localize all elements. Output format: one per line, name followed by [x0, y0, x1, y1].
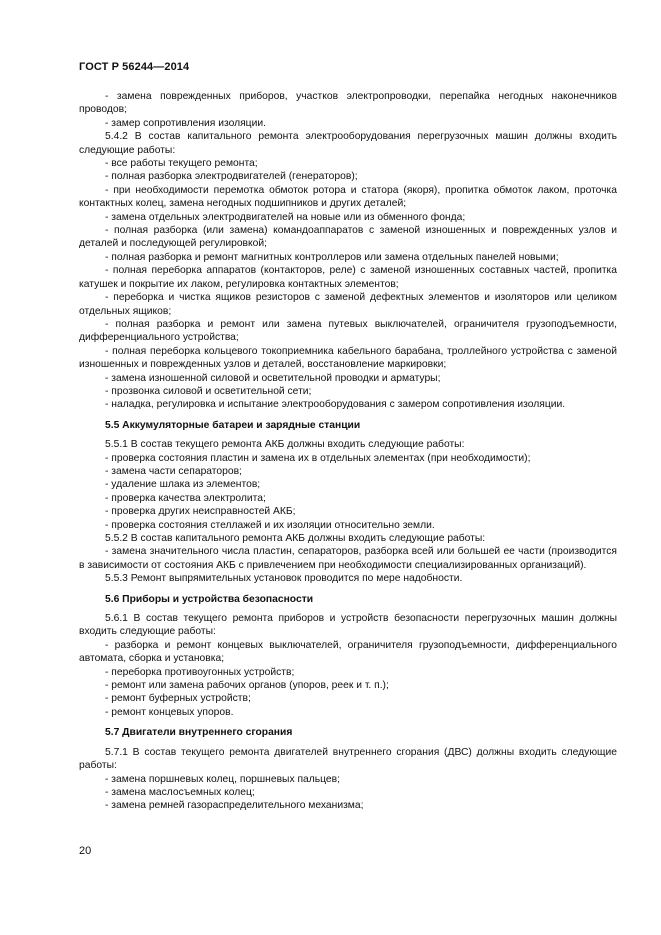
paragraph: 5.5.2 В состав капитального ремонта АКБ должны входить следующие работы:	[105, 533, 486, 544]
paragraph: - проверка других неисправностей АКБ;	[105, 506, 296, 518]
paragraph: 5.5.3 Ремонт выпрямительных установок проводится по мере надобности.	[105, 573, 463, 585]
paragraph: - все работы текущего ремонта;	[105, 158, 258, 170]
paragraph: - полная переборка аппаратов (контакторов, реле) с заменой изношенных составных частей, пропитка катушек и покрытие их лаком, регулировка контактных элементов;	[79, 265, 617, 290]
paragraph: 5.6.1 В состав текущего ремонта приборов и устройств безопасности перегрузочных машин должны входить следующие работы:	[79, 613, 617, 638]
paragraph: - проверка состояния пластин и замена их в отдельных элементах (при необходимости);	[105, 452, 531, 464]
paragraph: - удаление шлака из элементов;	[105, 479, 261, 491]
paragraph: - наладка, регулировка и испытание электрооборудования с замером сопротивления изоляции.	[105, 399, 566, 411]
paragraph: - полная разборка электродвигателей (генераторов);	[105, 171, 358, 183]
document-body	[79, 90, 617, 813]
paragraph: - разборка и ремонт концевых выключателей, ограничителя грузоподъемности, дифференциального автомата, сборка и установка;	[79, 639, 617, 665]
paragraph: - проверка качества электролита;	[105, 492, 266, 504]
paragraph: - замена ремней газораспределительного механизма;	[105, 800, 364, 812]
paragraph: - замена поврежденных приборов, участков электропроводки, перепайка негодных наконечников проводов;	[79, 91, 617, 116]
paragraph: - ремонт или замена рабочих органов (упоров, реек и т. п.);	[105, 680, 389, 692]
paragraph: - ремонт концевых упоров.	[105, 706, 234, 718]
paragraph: - замена изношенной силовой и осветительной проводки и арматуры;	[105, 372, 441, 384]
paragraph: 5.4.2 В состав капитального ремонта электрооборудования перегрузочных машин должны входить следующие работы:	[79, 131, 617, 156]
paragraph: - замена части сепараторов;	[105, 465, 242, 477]
section-heading: 5.6 Приборы и устройства безопасности	[105, 593, 314, 605]
paragraph: - прозвонка силовой и осветительной сети;	[105, 385, 312, 397]
paragraph: - полная переборка кольцевого токоприемника кабельного барабана, троллейного устройства с заменой изношенных и поврежденных узлов и деталей, восстановление маркировки;	[79, 345, 617, 371]
paragraph: 5.7.1 В состав текущего ремонта двигателей внутреннего сгорания (ДВС) должны входить следующие работы:	[79, 746, 617, 772]
paragraph: - полная разборка и ремонт магнитных контроллеров или замена отдельных панелей новыми;	[105, 251, 559, 263]
paragraph: - при необходимости перемотка обмоток ротора и статора (якоря), пропитка обмоток лаком, проточка контактных колец, замена негодных подшипников и других деталей;	[79, 184, 617, 210]
paragraph: - замена отдельных электродвигателей на новые или из обменного фонда;	[105, 211, 466, 223]
paragraph: - переборка противоугонных устройств;	[105, 666, 295, 678]
page-number: 20	[79, 845, 92, 857]
paragraph: - полная разборка и ремонт или замена путевых выключателей, ограничителя грузоподъемности, дифференциального устройства;	[79, 318, 617, 344]
section-heading: 5.7 Двигатели внутреннего сгорания	[105, 727, 293, 739]
document-header: ГОСТ Р 56244—2014	[79, 61, 190, 73]
paragraph: - ремонт буферных устройств;	[105, 693, 251, 705]
paragraph: - полная разборка (или замена) командоаппаратов с заменой изношенных и поврежденных узлов и деталей и последующей регулировкой;	[79, 225, 617, 250]
paragraph: - замена поршневых колец, поршневых пальцев;	[105, 773, 340, 785]
paragraph: - замена маслосъемных колец;	[105, 786, 255, 798]
paragraph: - замер сопротивления изоляции.	[105, 117, 266, 129]
paragraph: - проверка состояния стеллажей и их изоляции относительно земли.	[105, 519, 435, 531]
paragraph: 5.5.1 В состав текущего ремонта АКБ должны входить следующие работы:	[105, 439, 465, 451]
paragraph: - переборка и чистка ящиков резисторов с заменой дефектных элементов и изоляторов или целиком отдельных ящиков;	[79, 292, 617, 317]
section-heading: 5.5 Аккумуляторные батареи и зарядные станции	[105, 419, 361, 431]
paragraph: - замена значительного числа пластин, сепараторов, разборка всей или большей ее части (производится в зависимости от состояния АКБ с привлечением при необходимости специализированных организаций).	[79, 546, 617, 571]
